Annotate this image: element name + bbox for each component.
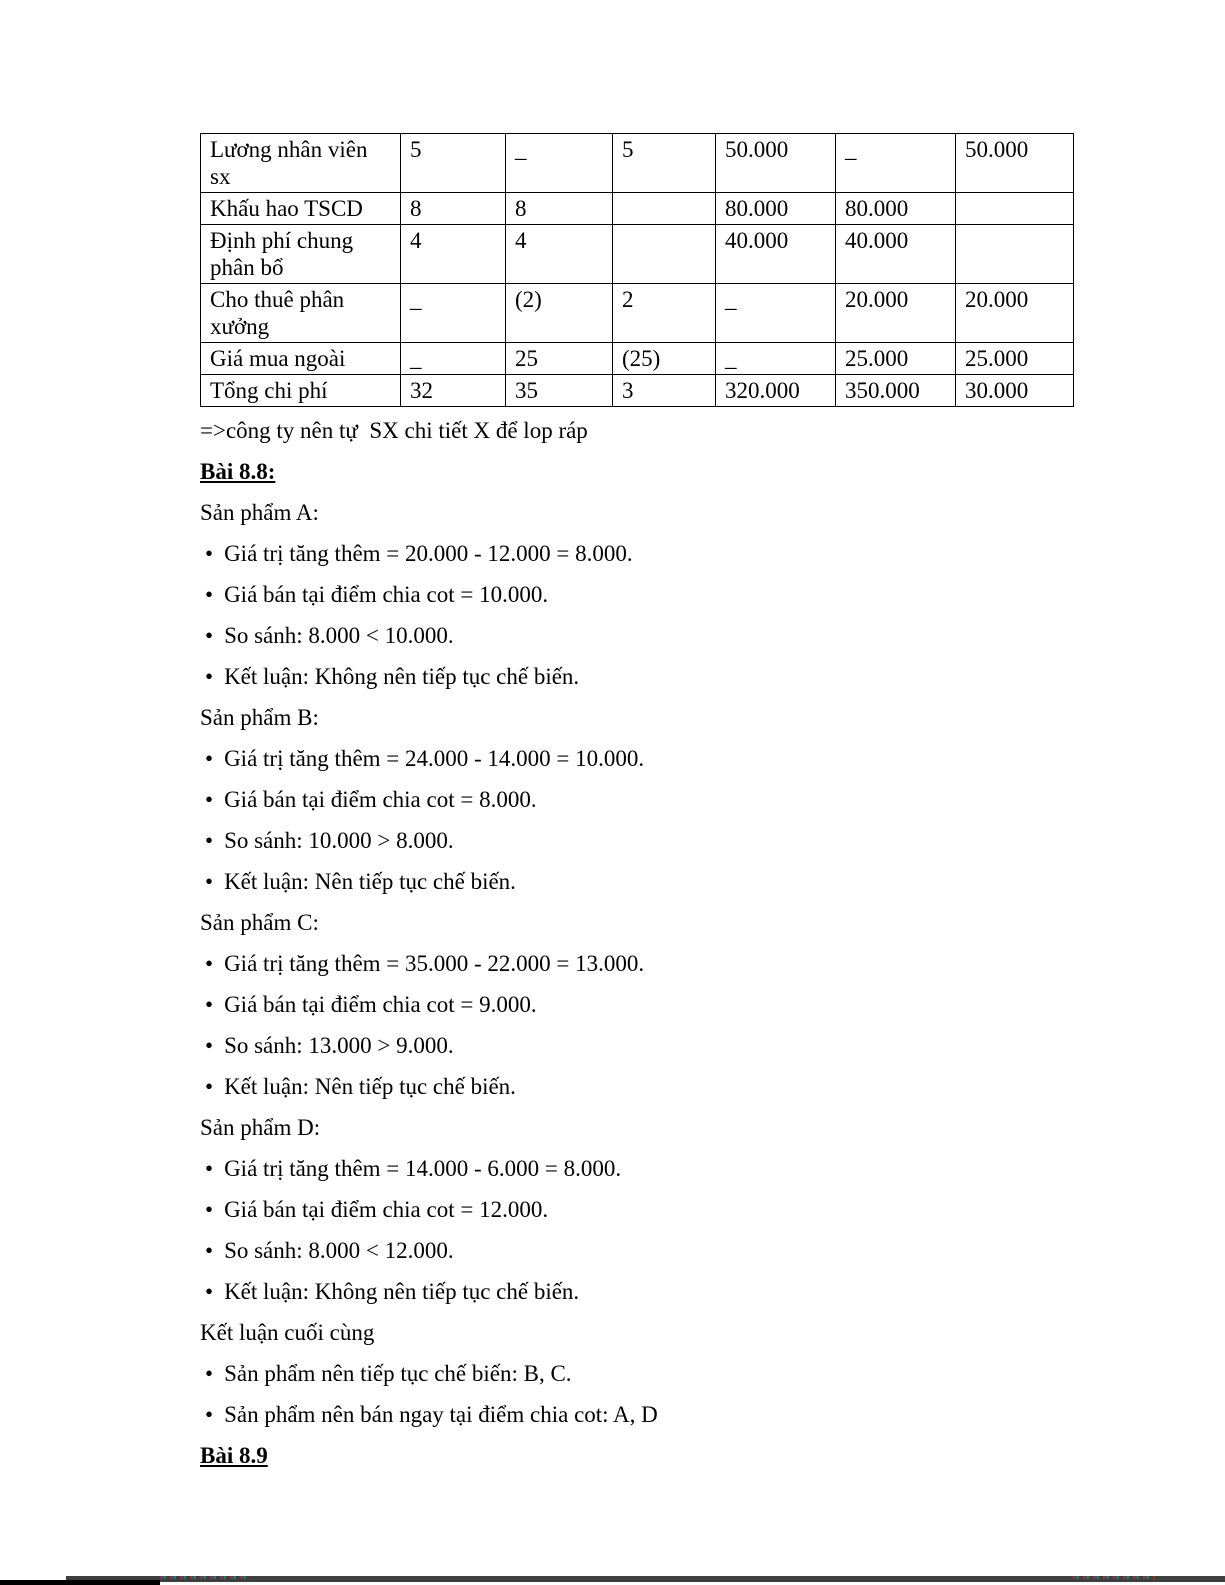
table-cell: 50.000 [716,134,836,193]
bullet-text: Giá trị tăng thêm = 24.000 - 14.000 = 10.000. [224,745,645,771]
table-cell: _ [506,134,613,193]
bullet-text: Kết luận: Nên tiếp tục chế biến. [224,868,516,894]
bullet-text: So sánh: 13.000 > 9.000. [224,1032,454,1058]
bullet-icon: • [205,1073,214,1099]
watermark-artifact [1073,1576,1155,1579]
product-b-title: Sản phẩm B: [200,704,319,730]
final-bullet-1 [200,1394,1120,1435]
table-cell: (25) [613,343,716,375]
product-c-bullet-0 [200,943,1120,984]
product-c-bullet-2 [200,1025,1120,1066]
table-cell: 3 [613,375,716,407]
row-label: Tổng chi phí [201,375,401,407]
final-bullet-0 [200,1353,1120,1394]
product-c-title: Sản phẩm C: [200,909,319,935]
cost-comparison-table [200,133,1074,407]
product-b-bullet-0 [200,738,1120,779]
bullet-text: Giá bán tại điểm chia cot = 9.000. [224,991,537,1017]
table-cell: 80.000 [836,193,956,225]
bullet-text: Giá bán tại điểm chia cot = 10.000. [224,581,549,607]
table-cell [613,225,716,284]
bullet-icon: • [205,1196,214,1222]
bullet-icon: • [205,1155,214,1181]
bullet-icon: • [205,745,214,771]
bullet-icon: • [205,991,214,1017]
bullet-text: So sánh: 8.000 < 12.000. [224,1237,454,1263]
table-cell: 350.000 [836,375,956,407]
page-content [200,133,1120,1476]
bullet-icon: • [205,1401,214,1427]
bullet-text: Giá trị tăng thêm = 20.000 - 12.000 = 8.000. [224,540,633,566]
table-row [201,284,1074,343]
table-cell: _ [836,134,956,193]
table-cell: 35 [506,375,613,407]
bullet-icon: • [205,1360,214,1386]
bullet-text: Sản phẩm nên bán ngay tại điểm chia cot: A, D [224,1401,658,1427]
product-a-bullet-0 [200,533,1120,574]
bullet-text: Kết luận: Không nên tiếp tục chế biến. [224,1278,580,1304]
bullet-text: Kết luận: Nên tiếp tục chế biến. [224,1073,516,1099]
product-a-bullet-3 [200,656,1120,697]
table-cell: 5 [401,134,506,193]
table-cell: 8 [401,193,506,225]
table-cell: 20.000 [956,284,1074,343]
table-cell: 30.000 [956,375,1074,407]
table-cell: 5 [613,134,716,193]
row-label: Cho thuê phân xưởng [201,284,401,343]
bullet-text: Giá trị tăng thêm = 35.000 - 22.000 = 13.000. [224,950,645,976]
table-cell: 25.000 [956,343,1074,375]
product-d-bullet-0 [200,1148,1120,1189]
table-cell: _ [401,343,506,375]
row-label: Định phí chung phân bổ [201,225,401,284]
product-a-bullet-2 [200,615,1120,656]
bullet-icon: • [205,581,214,607]
final-conclusion-title: Kết luận cuối cùng [200,1319,375,1345]
table-cell [613,193,716,225]
row-label: Lương nhân viên sx [201,134,401,193]
bullet-icon: • [205,868,214,894]
table-cell: 25 [506,343,613,375]
table-cell: _ [401,284,506,343]
watermark-artifact [160,1576,246,1579]
product-b-bullet-1 [200,779,1120,820]
exercise-8-8-heading [200,451,1120,492]
bullet-icon: • [205,540,214,566]
table-cell: 4 [506,225,613,284]
heading-text: Bài 8.8: [200,458,276,484]
bullet-icon: • [205,1237,214,1263]
bullet-text: Giá bán tại điểm chia cot = 12.000. [224,1196,549,1222]
page-bottom-rule-left [0,1580,160,1585]
bullet-icon: • [205,786,214,812]
table-cell: 25.000 [836,343,956,375]
table-cell: 40.000 [836,225,956,284]
table-cell: 50.000 [956,134,1074,193]
table-cell [956,225,1074,284]
bullet-text: Giá bán tại điểm chia cot = 8.000. [224,786,537,812]
table-cell: 80.000 [716,193,836,225]
table-row [201,375,1074,407]
product-d-bullet-2 [200,1230,1120,1271]
product-c-bullet-3 [200,1066,1120,1107]
heading-text: Bài 8.9 [200,1442,268,1468]
conclusion-note: =>công ty nên tự SX chi tiết X để lop ráp [200,417,588,443]
product-b-bullet-2 [200,820,1120,861]
product-b-bullet-3 [200,861,1120,902]
table-cell: 20.000 [836,284,956,343]
bullet-icon: • [205,950,214,976]
table-row [201,343,1074,375]
table-cell: 320.000 [716,375,836,407]
table-cell: _ [716,284,836,343]
table-row [201,193,1074,225]
exercise-8-9-heading [200,1435,1120,1476]
table-row [201,225,1074,284]
table-row [201,134,1074,193]
product-d-bullet-1 [200,1189,1120,1230]
bullet-text: So sánh: 8.000 < 10.000. [224,622,454,648]
bullet-icon: • [205,663,214,689]
bullet-text: Sản phẩm nên tiếp tục chế biến: B, C. [224,1360,572,1386]
table-cell: 4 [401,225,506,284]
bullet-icon: • [205,1032,214,1058]
table-cell [956,193,1074,225]
table-cell: 40.000 [716,225,836,284]
product-d-bullet-3 [200,1271,1120,1312]
bullet-text: So sánh: 10.000 > 8.000. [224,827,454,853]
product-a-bullet-1 [200,574,1120,615]
table-cell: (2) [506,284,613,343]
bullet-icon: • [205,1278,214,1304]
row-label: Giá mua ngoài [201,343,401,375]
table-cell: 8 [506,193,613,225]
table-cell: 32 [401,375,506,407]
bullet-icon: • [205,827,214,853]
product-c-bullet-1 [200,984,1120,1025]
bullet-text: Giá trị tăng thêm = 14.000 - 6.000 = 8.000. [224,1155,622,1181]
table-cell: 2 [613,284,716,343]
product-a-title: Sản phẩm A: [200,499,319,525]
bullet-text: Kết luận: Không nên tiếp tục chế biến. [224,663,580,689]
row-label: Khấu hao TSCD [201,193,401,225]
table-cell: _ [716,343,836,375]
product-d-title: Sản phẩm D: [200,1114,321,1140]
bullet-icon: • [205,622,214,648]
